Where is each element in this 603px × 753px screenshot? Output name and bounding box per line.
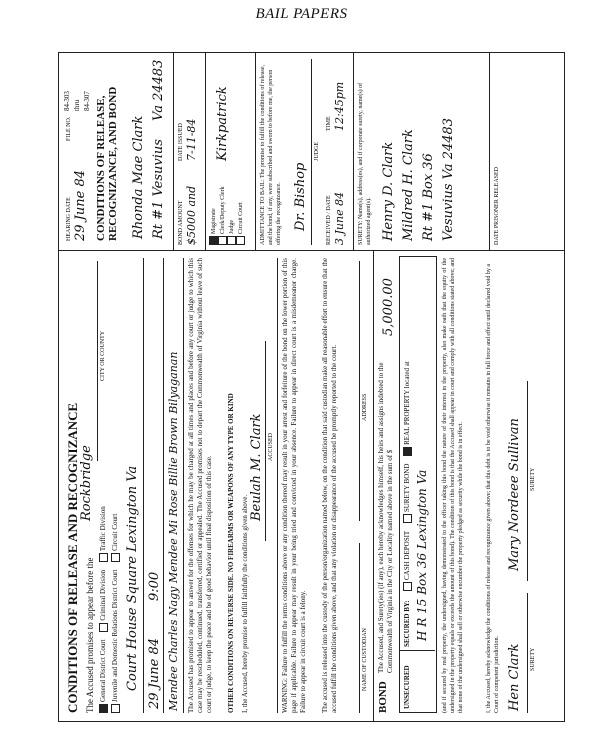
time-value: 12:45pm (333, 81, 346, 131)
court-options (99, 463, 108, 713)
checkbox-clerk[interactable] (218, 236, 227, 245)
right-title: CONDITIONS OF RELEASE, RECOGNIZANCE, AND BOND (95, 86, 119, 241)
option-magistrate: Magistrate (210, 208, 217, 234)
hearing-date: 29 June 84 (73, 170, 88, 241)
surety-label-1: SURETY (530, 647, 536, 671)
page-header-title: BAIL PAPERS (255, 6, 348, 22)
address-label: ADDRESS (362, 393, 368, 421)
checkbox-criminal[interactable] (99, 623, 108, 632)
bail-admittance-text: ADMITTANCE TO BAIL: The promise to fulfill the conditions of release, and the bond, if any, were subscribed and sworn to before me, the person offering the recognizance. (260, 65, 282, 245)
surety-name: Henry D. Clark (381, 141, 396, 241)
checkbox-surety-bond[interactable] (403, 514, 412, 523)
judge-signature: Dr. Bishop (293, 162, 308, 231)
file-no-2: 84-307 (83, 91, 91, 111)
surety-address: Rt #1 Box 36 (421, 153, 436, 241)
checkbox-circuit[interactable] (111, 553, 120, 562)
bail-form-rotated (59, 53, 564, 721)
option-juvenile: Juvenile and Domestic Relations District Court (111, 569, 120, 702)
surety-address-2: Vesuvius Va 24483 (441, 117, 456, 241)
warning-text: WARNING: Failure to fulfill the terms conditions above or any condition thereof may result in your arrest and forfeiture of the bond on the lower portion of this page if applicable. Failure to appear may result in your being tried and convicted in your absence. Failure to appear in direct court is a misdemeanor charge. Failure to appear in circuit court is a felony. (281, 258, 307, 713)
accused-signature: Beulah M. Clark (249, 413, 264, 521)
file-no: 84-303 (63, 91, 71, 111)
promise-line: The Accused promises to appear before the (85, 557, 95, 713)
accused-promise: I, the Accused, hereby promise to fulfill faithfully the conditions given above. (241, 494, 249, 713)
surety-name-2: Mildred H. Clark (401, 129, 416, 241)
checkbox-traffic[interactable] (99, 553, 108, 562)
defendant-handwritten: Mendee Charles Nagy Mendee Mi Rose Billie Brown Bilyaganan (167, 351, 180, 711)
option-surety-bond: SURETY BOND (403, 463, 412, 513)
option-cash-deposit: CASH DEPOSIT (403, 530, 412, 580)
option-traffic: Traffic Division (99, 506, 108, 552)
date-issued: 7-11-84 (185, 118, 198, 161)
file-no-label: FILE NO. (66, 116, 72, 141)
hearing-label: HEARING DATE (66, 197, 72, 241)
received-date: 3 June 84 (333, 191, 346, 245)
custodian-label: NAME OF CUSTODIAN (362, 628, 368, 691)
clerk-options (209, 187, 245, 246)
checkbox-real-property[interactable] (403, 447, 412, 456)
option-circuit-court: Circuit Court (237, 202, 244, 234)
city-county-label: CITY OR COUNTY (100, 330, 106, 381)
magistrate-signature: Kirkpatrick (215, 86, 230, 161)
checkbox-cash-deposit[interactable] (403, 582, 412, 591)
option-real-property: REAL PROPERTY located at (403, 361, 412, 445)
conditions-title: CONDITIONS OF RELEASE AND RECOGNIZANCE (65, 402, 80, 713)
option-clerk: Clerk/Deputy Clerk (219, 186, 226, 234)
bond-title: BOND (377, 681, 389, 713)
judge-label: JUDGE (314, 142, 320, 161)
bond-amount-label: BOND AMOUNT (178, 200, 184, 245)
property-handwritten: H R 15 Box 36 Lexington Va (415, 469, 429, 641)
bail-form (58, 52, 565, 722)
checkbox-circuit-court[interactable] (236, 236, 245, 245)
conditions-text: The Accused has promised to appear to answer for the offenses for which he may be charged at all times and places and before any court or judge to which this case may be rescheduled, continued, transferred, certified or appealed. The Accused promises not to depart the Commonwealth of Virginia without leave of such court or judge, to keep the peace and be of good behavior until final disposition of this case. (187, 258, 213, 713)
option-criminal: Criminal Division (99, 569, 108, 621)
accused-address-1: Rt #1 Vesuvius (151, 139, 166, 239)
custody-text: The accused is released into the custody of the person/organization named below, on the condition that said custodian make all reasonable effort to ensure that the accused fulfill the conditions given above, and that any violation or disappearance of the accused be promptly reported to the court. (321, 258, 338, 713)
received-label: RECEIVED / DATE (326, 195, 332, 245)
bond-text: The Accused, and Surety(ies) (if any), each hereby acknowledges himself, his heirs and assigns indebted to the Commonwealth of Virginia in the City or Locality named above in the sum of $ (377, 362, 394, 673)
surety-signature-1: Hen Clark (507, 643, 522, 711)
secured-label: SECURED BY: (403, 600, 411, 647)
secured-options (403, 361, 412, 591)
surety-section-label: SURETY: Name(s), address(es), and if corporate surety, name(s) of authorized agent(s). (358, 82, 372, 245)
time-handwritten: 9:00 (147, 571, 162, 601)
unsecured-label: UNSECURED (403, 665, 411, 709)
accused-address-2: Va 24483 (151, 59, 166, 121)
bond-amount-hand: $5000 and (185, 185, 198, 245)
date-handwritten: 29 June 84 (147, 638, 162, 709)
accused-label: ACCUSED (268, 432, 274, 461)
checkbox-judge[interactable] (227, 236, 236, 245)
surety-signature-2: Mary Nordeee Sullivan (507, 418, 522, 571)
date-issued-label: DATE ISSUED (178, 123, 184, 161)
court-options-row2 (111, 413, 120, 713)
checkbox-magistrate[interactable] (209, 236, 218, 245)
checkbox-general-district[interactable] (99, 704, 108, 713)
accused-name: Rhonda Mae Clark (131, 115, 146, 239)
option-general-district: General District Court (99, 639, 108, 702)
checkbox-juvenile[interactable] (111, 704, 120, 713)
release-label: DATE PRISONER RELEASED (494, 166, 500, 245)
court-handwritten: Rockbridge (79, 445, 94, 521)
thru-label: thru (73, 99, 81, 111)
other-conditions: OTHER CONDITIONS ON REVERSE SIDE. NO FIREARMS OR WEAPONS OF ANY TYPE OR KIND (227, 393, 235, 713)
bond-amount: 5,000.00 (381, 278, 396, 336)
option-judge: Judge (228, 220, 235, 234)
conditions-footer: I, the Accused, hereby acknowledge the conditions of release and recognizance given above; that this debt is to be void otherwise it remains in full force and effect until declared void by a Court of competent jurisdiction. (486, 263, 500, 713)
time-label: TIME (326, 116, 332, 131)
real-property-text: (and if secured by real property, the undersigned, having demonstrated to the officer taking this bond the nature of their interest in the property, also make oath that the equity of the undersigned in the property equals or exceeds the amount of this bond). The condition of this bond is that the Accused shall appear in court and comply with all conditions stated above; and that none of the undersigned shall sell or otherwise encumber the property pledged as security while the bond is in effect. (442, 258, 464, 713)
place-handwritten: Court House Square Lexington Va (125, 465, 140, 691)
surety-label-2: SURETY (530, 467, 536, 491)
option-circuit: Circuit Court (111, 513, 120, 551)
